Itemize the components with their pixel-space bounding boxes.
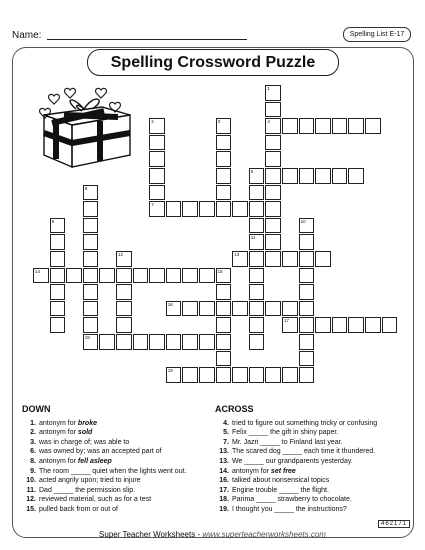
crossword-cell[interactable] <box>249 317 265 333</box>
clue-text: The scared dog _____ each time it thundered. <box>232 448 376 456</box>
cell-number: 18 <box>84 335 90 340</box>
clue-item <box>215 438 377 448</box>
crossword-cell[interactable] <box>199 301 215 317</box>
clue-item <box>22 457 186 467</box>
cell-number: 11 <box>250 235 256 241</box>
clue-text: pulled back from or out of <box>39 505 118 513</box>
crossword-cell[interactable] <box>133 268 149 284</box>
crossword-cell[interactable] <box>265 151 281 167</box>
clue-number: 18. <box>219 496 229 504</box>
crossword-cell[interactable] <box>232 367 248 383</box>
across-heading: ACROSS <box>215 404 254 414</box>
crossword-cell[interactable] <box>216 351 232 367</box>
crossword-cell[interactable] <box>299 301 315 317</box>
cell-number: 2 <box>151 119 154 125</box>
crossword-cell[interactable] <box>348 118 364 134</box>
clue-text: The room _____ quiet when the lights went out. <box>39 467 187 475</box>
clue-number: 9. <box>30 467 36 475</box>
crossword-cell[interactable] <box>116 251 132 267</box>
clue-number: 15. <box>26 505 36 513</box>
crossword-cell[interactable] <box>133 334 149 350</box>
crossword-cell[interactable] <box>216 334 232 350</box>
list-badge: Spelling List E-17 <box>343 27 411 42</box>
crossword-cell[interactable] <box>299 234 315 250</box>
cell-number: 7 <box>151 202 154 208</box>
crossword-cell[interactable] <box>116 301 132 317</box>
crossword-cell[interactable] <box>365 317 381 333</box>
clue-item <box>22 419 186 429</box>
cell-number: 12 <box>118 252 124 257</box>
crossword-cell[interactable] <box>265 218 281 234</box>
cell-number: 15 <box>217 268 223 274</box>
crossword-cell[interactable] <box>182 201 198 217</box>
crossword-cell[interactable] <box>182 268 198 284</box>
crossword-cell[interactable] <box>50 218 66 234</box>
crossword-cell[interactable] <box>265 301 281 317</box>
clue-item <box>22 428 186 438</box>
crossword-cell[interactable] <box>50 251 66 267</box>
clue-item <box>22 467 186 477</box>
crossword-cell[interactable] <box>149 185 165 201</box>
crossword-cell[interactable] <box>249 234 265 250</box>
crossword-cell[interactable] <box>50 317 66 333</box>
clue-text: reviewed material, such as for a test <box>39 496 152 504</box>
crossword-cell[interactable] <box>216 301 232 317</box>
clue-text: tried to figure out something tricky or confusing <box>232 419 378 427</box>
clue-item <box>22 505 186 515</box>
crossword-cell[interactable] <box>149 334 165 350</box>
clue-text: antonym for <box>232 467 271 475</box>
crossword-cell[interactable] <box>116 268 132 284</box>
clue-number: 2. <box>30 429 36 437</box>
crossword-cell[interactable] <box>249 268 265 284</box>
crossword-cell[interactable] <box>282 251 298 267</box>
page-title: Spelling Crossword Puzzle <box>87 49 339 76</box>
crossword-cell[interactable] <box>149 268 165 284</box>
crossword-cell[interactable] <box>282 367 298 383</box>
clue-item <box>22 438 186 448</box>
clue-keyword: fell asleep <box>77 457 112 465</box>
crossword-cell[interactable] <box>116 284 132 300</box>
clue-number: 13. <box>219 448 229 456</box>
clue-text: was owned by; was an accepted part of <box>39 448 162 456</box>
crossword-cell[interactable] <box>216 284 232 300</box>
crossword-cell[interactable] <box>249 201 265 217</box>
cell-number: 9 <box>51 218 55 224</box>
crossword-cell[interactable] <box>232 251 248 267</box>
crossword-cell[interactable] <box>282 168 298 184</box>
crossword-cell[interactable] <box>315 317 331 333</box>
cell-number: 1 <box>267 86 270 91</box>
crossword-cell[interactable] <box>83 218 99 234</box>
crossword-cell[interactable] <box>83 317 99 333</box>
clue-item <box>22 447 186 457</box>
crossword-cell[interactable] <box>348 317 364 333</box>
crossword-cell[interactable] <box>299 268 315 284</box>
clue-item <box>215 428 377 438</box>
crossword-cell[interactable] <box>332 317 348 333</box>
footer-brand: Super Teacher Worksheets - <box>99 530 203 539</box>
crossword-cell[interactable] <box>249 301 265 317</box>
crossword-cell[interactable] <box>166 268 182 284</box>
crossword-cell[interactable] <box>50 268 66 284</box>
crossword-cell[interactable] <box>216 317 232 333</box>
clue-number: 8. <box>30 457 36 465</box>
clue-number: 10. <box>26 477 36 485</box>
crossword-cell[interactable] <box>249 168 265 184</box>
clue-text: Parima _____ strawberry to chocolate. <box>232 496 352 504</box>
crossword-cell[interactable] <box>83 201 99 217</box>
crossword-cell[interactable] <box>182 301 198 317</box>
crossword-cell[interactable] <box>265 185 281 201</box>
crossword-cell[interactable] <box>265 85 281 101</box>
crossword-cell[interactable] <box>249 367 265 383</box>
crossword-cell[interactable] <box>33 268 49 284</box>
clue-text: I thought you _____ the instructions? <box>232 505 347 513</box>
crossword-cell[interactable] <box>299 351 315 367</box>
crossword-cell[interactable] <box>99 334 115 350</box>
crossword-cell[interactable] <box>83 234 99 250</box>
crossword-cell[interactable] <box>149 118 165 134</box>
clue-number: 14. <box>219 467 229 475</box>
crossword-cell[interactable] <box>83 284 99 300</box>
clue-keyword: sold <box>77 429 93 437</box>
crossword-cell[interactable] <box>265 102 281 118</box>
crossword-cell[interactable] <box>50 234 66 250</box>
clue-keyword: set free <box>270 467 296 475</box>
cell-number: 4 <box>267 119 270 125</box>
crossword-cell[interactable] <box>149 135 165 151</box>
crossword-cell[interactable] <box>299 251 315 267</box>
clue-item <box>215 447 377 457</box>
crossword-cell[interactable] <box>83 334 99 350</box>
down-heading: DOWN <box>22 404 51 414</box>
crossword-cell[interactable] <box>382 317 398 333</box>
crossword-cell[interactable] <box>50 301 66 317</box>
clue-number: 5. <box>223 429 229 437</box>
down-clues <box>22 405 186 515</box>
crossword-cell[interactable] <box>83 268 99 284</box>
clue-item <box>215 467 377 477</box>
crossword-cell[interactable] <box>50 284 66 300</box>
cell-number: 19 <box>167 368 173 374</box>
name-label: Name: <box>12 30 42 41</box>
crossword-cell[interactable] <box>232 201 248 217</box>
crossword-cell[interactable] <box>199 334 215 350</box>
clue-keyword: broke <box>77 419 97 427</box>
crossword-cell[interactable] <box>216 367 232 383</box>
crossword-cell[interactable] <box>249 334 265 350</box>
cell-number: 14 <box>35 268 41 274</box>
crossword-cell[interactable] <box>199 367 215 383</box>
crossword-cell[interactable] <box>182 367 198 383</box>
crossword-cell[interactable] <box>99 268 115 284</box>
footer <box>0 530 425 539</box>
crossword-cell[interactable] <box>265 201 281 217</box>
clue-text: acted angrily upon; tried to injure <box>39 477 141 485</box>
crossword-cell[interactable] <box>199 201 215 217</box>
crossword-cell[interactable] <box>282 301 298 317</box>
clue-text: talked about nonsensical topics <box>232 477 330 485</box>
cell-number: 8 <box>84 185 88 191</box>
clue-item <box>215 505 377 515</box>
crossword-cell[interactable] <box>249 218 265 234</box>
clue-number: 11. <box>26 486 36 494</box>
clue-item <box>22 476 186 486</box>
crossword-cell[interactable] <box>216 135 232 151</box>
clue-text: Dad _____ the permission slip. <box>39 486 136 494</box>
crossword-cell[interactable] <box>299 334 315 350</box>
crossword-cell[interactable] <box>116 334 132 350</box>
clue-text: antonym for <box>39 429 78 437</box>
crossword-cell[interactable] <box>216 151 232 167</box>
cell-number: 16 <box>167 301 173 307</box>
crossword-cell[interactable] <box>299 218 315 234</box>
crossword-cell[interactable] <box>265 234 281 250</box>
cell-number: 3 <box>217 119 221 125</box>
across-clues <box>215 405 377 515</box>
crossword-cell[interactable] <box>282 317 298 333</box>
clue-item <box>215 486 377 496</box>
crossword-cell[interactable] <box>365 118 381 134</box>
crossword-cell[interactable] <box>232 301 248 317</box>
clue-item <box>215 457 377 467</box>
clue-item <box>215 419 377 429</box>
crossword-cell[interactable] <box>66 268 82 284</box>
clue-number: 19. <box>219 505 229 513</box>
crossword-cell[interactable] <box>166 334 182 350</box>
worksheet-code: 462171 <box>378 520 410 528</box>
cell-number: 17 <box>284 318 290 324</box>
crossword-cell[interactable] <box>166 367 182 383</box>
clue-text: antonym for <box>39 457 78 465</box>
clue-number: 12. <box>26 496 36 504</box>
clue-text: We _____ our grandparents yesterday. <box>232 457 353 465</box>
crossword-cell[interactable] <box>249 251 265 267</box>
crossword-cell[interactable] <box>116 317 132 333</box>
crossword-cell[interactable] <box>265 118 281 134</box>
crossword-cell[interactable] <box>249 284 265 300</box>
clue-item <box>215 476 377 486</box>
crossword-cell[interactable] <box>265 367 281 383</box>
crossword-cell[interactable] <box>83 301 99 317</box>
cell-number: 5 <box>250 169 254 174</box>
clue-text: Engine trouble _____ the flight. <box>232 486 329 494</box>
crossword-cell[interactable] <box>149 151 165 167</box>
crossword-cell[interactable] <box>299 317 315 333</box>
crossword-cell[interactable] <box>149 201 165 217</box>
crossword-cell[interactable] <box>315 118 331 134</box>
crossword-cell[interactable] <box>83 185 99 201</box>
crossword-cell[interactable] <box>332 168 348 184</box>
crossword-cell[interactable] <box>249 185 265 201</box>
cell-number: 13 <box>234 252 240 257</box>
crossword-cell[interactable] <box>216 185 232 201</box>
clue-text: antonym for <box>39 419 78 427</box>
crossword-cell[interactable] <box>216 118 232 134</box>
clue-item <box>22 495 186 505</box>
crossword-cell[interactable] <box>265 251 281 267</box>
clue-item <box>22 486 186 496</box>
clue-number: 4. <box>223 419 229 427</box>
crossword-cell[interactable] <box>216 168 232 184</box>
clue-number: 7. <box>223 438 229 446</box>
crossword-cell[interactable] <box>348 168 364 184</box>
crossword-cell[interactable] <box>199 268 215 284</box>
crossword-cell[interactable] <box>282 118 298 134</box>
crossword-cell[interactable] <box>216 268 232 284</box>
crossword-cell[interactable] <box>332 118 348 134</box>
crossword-cell[interactable] <box>216 201 232 217</box>
crossword-cell[interactable] <box>299 168 315 184</box>
clue-text: Mr. Jazri _____ to Finland last year. <box>232 438 343 446</box>
clue-number: 6. <box>30 448 36 456</box>
footer-url[interactable]: www.superteacherworksheets.com <box>202 530 326 539</box>
crossword-cell[interactable] <box>299 284 315 300</box>
clue-text: was in charge of; was able to <box>39 438 130 446</box>
clue-text: Felix _____ the gift in shiny paper. <box>232 429 339 437</box>
clue-number: 1. <box>30 419 36 427</box>
clue-item <box>215 495 377 505</box>
crossword-cell[interactable] <box>149 168 165 184</box>
clue-number: 13. <box>219 457 229 465</box>
crossword-cell[interactable] <box>265 168 281 184</box>
clue-number: 3. <box>30 438 36 446</box>
crossword-cell[interactable] <box>315 251 331 267</box>
crossword-cell[interactable] <box>299 118 315 134</box>
crossword-cell[interactable] <box>299 367 315 383</box>
clue-number: 16. <box>219 477 229 485</box>
crossword-cell[interactable] <box>83 251 99 267</box>
crossword-cell[interactable] <box>166 301 182 317</box>
crossword-cell[interactable] <box>315 168 331 184</box>
clue-number: 17. <box>219 486 229 494</box>
crossword-cell[interactable] <box>166 201 182 217</box>
crossword-cell[interactable] <box>265 135 281 151</box>
cell-number: 10 <box>300 218 306 224</box>
crossword-cell[interactable] <box>182 334 198 350</box>
